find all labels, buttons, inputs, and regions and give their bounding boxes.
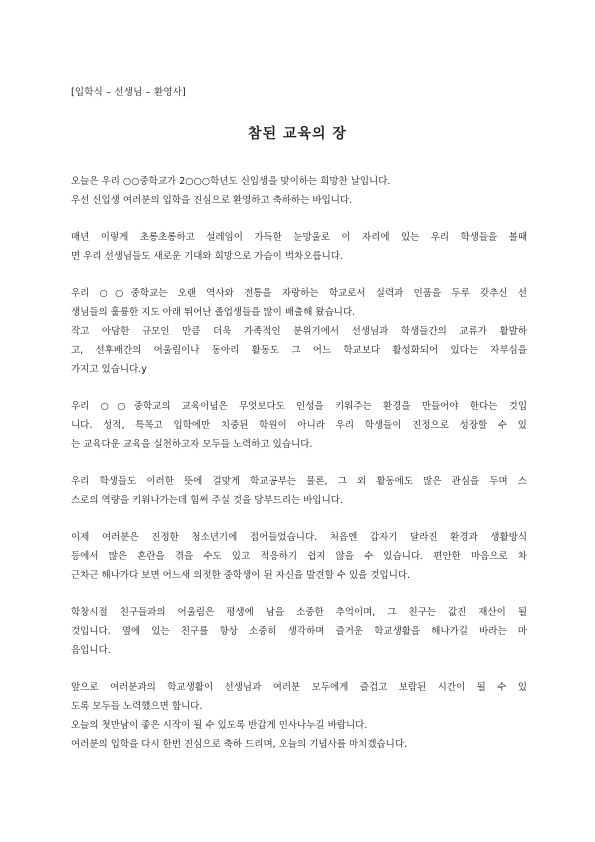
paragraph-line: 생님들의 훌륭한 지도 아래 뛰어난 졸업생들을 많이 배출해 왔습니다. [71, 307, 356, 318]
paragraph-line: 이제 여러분은 진정한 청소년기에 접어들었습니다. 처음엔 갑자기 달라진 환경과 생활방식 [71, 532, 527, 543]
paragraph [71, 603, 527, 660]
paragraph-line: 우리 ○○중학교의 교육이념은 무엇보다도 인성을 키워주는 환경을 만들어야 한다는 것입 [71, 401, 527, 412]
paragraph-line: 매년 이렇게 초롱초롱하고 설레임이 가득한 눈망울로 이 자리에 있는 우리 학생들을 볼때 [71, 232, 527, 243]
paragraph [71, 678, 527, 754]
paragraph-line: 면 우리 선생님들도 새로운 기대와 희망으로 가슴이 벅차오릅니다. [71, 251, 343, 262]
paragraph-line: 우선 신입생 여러분의 입학을 진심으로 환영하고 축하하는 바입니다. [71, 195, 353, 206]
paragraph [71, 472, 527, 510]
document-title: 참된 교육의 장 [248, 126, 347, 142]
paragraph-line: 등에서 많은 혼란을 겪을 수도 있고 적응하기 쉽지 않을 수 있습니다. 편안한 마음으로 차 [71, 551, 527, 562]
paragraph-line: 근차근 해나가다 보면 어느새 의젓한 중학생이 된 자신을 발견할 수 있을 것입니다. [71, 570, 411, 581]
paragraph [71, 397, 527, 454]
paragraph [71, 284, 527, 379]
paragraph-line: 니다. 성적, 특목고 입학에만 치중된 학원이 아니라 우리 학생들이 진정으로 성장할 수 있 [71, 420, 527, 431]
paragraph-line: 작고 아담한 규모인 만큼 더욱 가족적인 분위기에서 선생님과 학생들간의 교류가 활발하 [71, 326, 527, 337]
category-header: [입학식 – 선생님 – 환영사] [71, 87, 186, 98]
paragraph [71, 228, 527, 266]
paragraph [71, 528, 527, 585]
paragraph-line: 스로의 역량을 키워나가는데 힘써 주실 것을 당부드리는 바입니다. [71, 495, 343, 506]
paragraph-line: 우리 학생들도 이러한 뜻에 걸맞게 학교공부는 물론, 그 외 활동에도 많은 관심을 두며 스 [71, 476, 527, 487]
paragraph-line: 고, 선후배간의 어울림이나 동아리 활동도 그 어느 학교보다 활성화되어 있다는 자부심을 [71, 345, 527, 356]
paragraph-line: 학창시절 친구들과의 어울림은 평생에 남을 소중한 추억이며, 그 친구는 값진 재산이 될 [71, 607, 527, 618]
paragraph-line: 오늘은 우리 ○○중학교가 2○○○학년도 신입생을 맞이하는 희망찬 날입니다. [71, 176, 391, 187]
paragraph-line: 는 교육다운 교육을 실천하고자 모두들 노력하고 있습니다. [71, 439, 313, 450]
paragraph-line: 앞으로 여러분과의 학교생활이 선생님과 여러분 모두에게 즐겁고 보람된 시간이 될 수 있 [71, 682, 527, 693]
paragraph-line: 것입니다. 옆에 있는 친구를 항상 소중히 생각하며 즐거운 학교생활을 해나가길 바라는 마 [71, 626, 527, 637]
paragraph-line: 음입니다. [71, 645, 111, 656]
paragraph [71, 172, 527, 210]
paragraph-line: 가지고 있습니다.y [71, 364, 147, 375]
paragraph-line: 여러분의 입학을 다시 한번 진심으로 축하 드리며, 오늘의 기념사를 마치겠습니다. [71, 739, 408, 750]
paragraph-line: 오늘의 첫만남이 좋은 시작이 될 수 있도록 반갑게 인사나누길 바랍니다. [71, 720, 368, 731]
document-body [71, 172, 527, 772]
paragraph-line: 우리 ○○중학교는 오랜 역사와 전통을 자랑하는 학교로서 실력과 인품을 두루 갖추신 선 [71, 288, 527, 299]
paragraph-line: 도록 모두들 노력했으면 합니다. [71, 701, 203, 712]
